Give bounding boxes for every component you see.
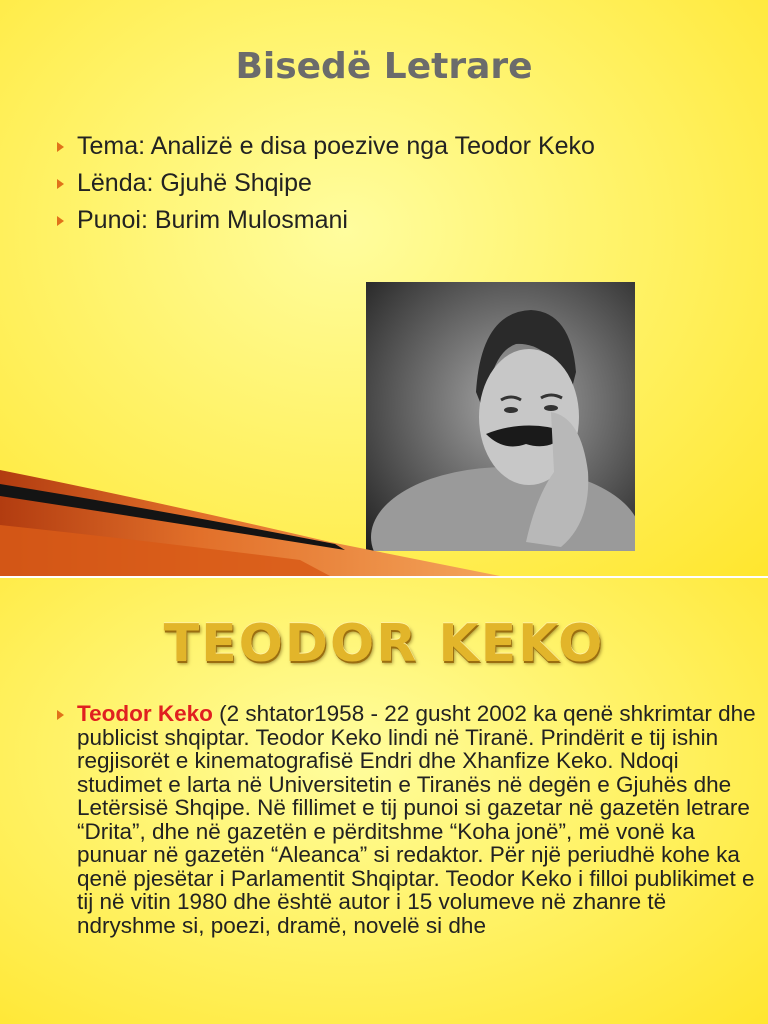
decorative-swoosh: [0, 470, 768, 576]
right-eye-shape: [544, 405, 558, 411]
arrow-bullet-icon: [57, 710, 64, 720]
author-name: Teodor Keko: [77, 701, 213, 726]
bullet-item: [55, 165, 675, 202]
bullet-text: Punoi: Burim Mulosmani: [77, 206, 348, 234]
arrow-bullet-icon: [57, 179, 64, 189]
bullet-text: Lënda: Gjuhë Shqipe: [77, 169, 312, 197]
arrow-bullet-icon: [57, 142, 64, 152]
bullet-item: [55, 128, 675, 165]
bio-text: (2 shtator1958 - 22 gusht 2002 ka qenë shkrimtar dhe publicist shqiptar. Teodor Keko lindi në Tiranë. Prindërit e tij ishin regjisorët e kinematografisë Endri dhe Xhanfize Keko. Ndoqi studimet e larta në Universitetin e Tiranës në degën e Gjuhës dhe Letërsisë Shqipe. Në fillimet e tij punoi si gazetar në gazetën letrare “Drita”, dhe në gazetën e përditshme “Koha jonë”, më vonë ka punuar në gazetën “Aleanca” si redaktor. Për një periudhë kohe ka qenë pjesëtar i Parlamentit Shqiptar. Teodor Keko i filloi publikimet e tij në vitin 1980 dhe është autor i 15 volumeve në zhanre të ndryshme si, poezi, dramë, novelë si dhe: [77, 701, 756, 938]
slide-2: [0, 578, 768, 1024]
bullet-list: [55, 128, 675, 239]
bio-paragraph: [55, 702, 757, 937]
bullet-item: [55, 202, 675, 239]
bullet-text: Tema: Analizë e disa poezive nga Teodor Keko: [77, 132, 595, 160]
slide-title: TEODOR KEKO: [163, 614, 605, 674]
left-eye-shape: [504, 407, 518, 413]
slide-title: Bisedë Letrare: [235, 46, 533, 87]
arrow-bullet-icon: [57, 216, 64, 226]
